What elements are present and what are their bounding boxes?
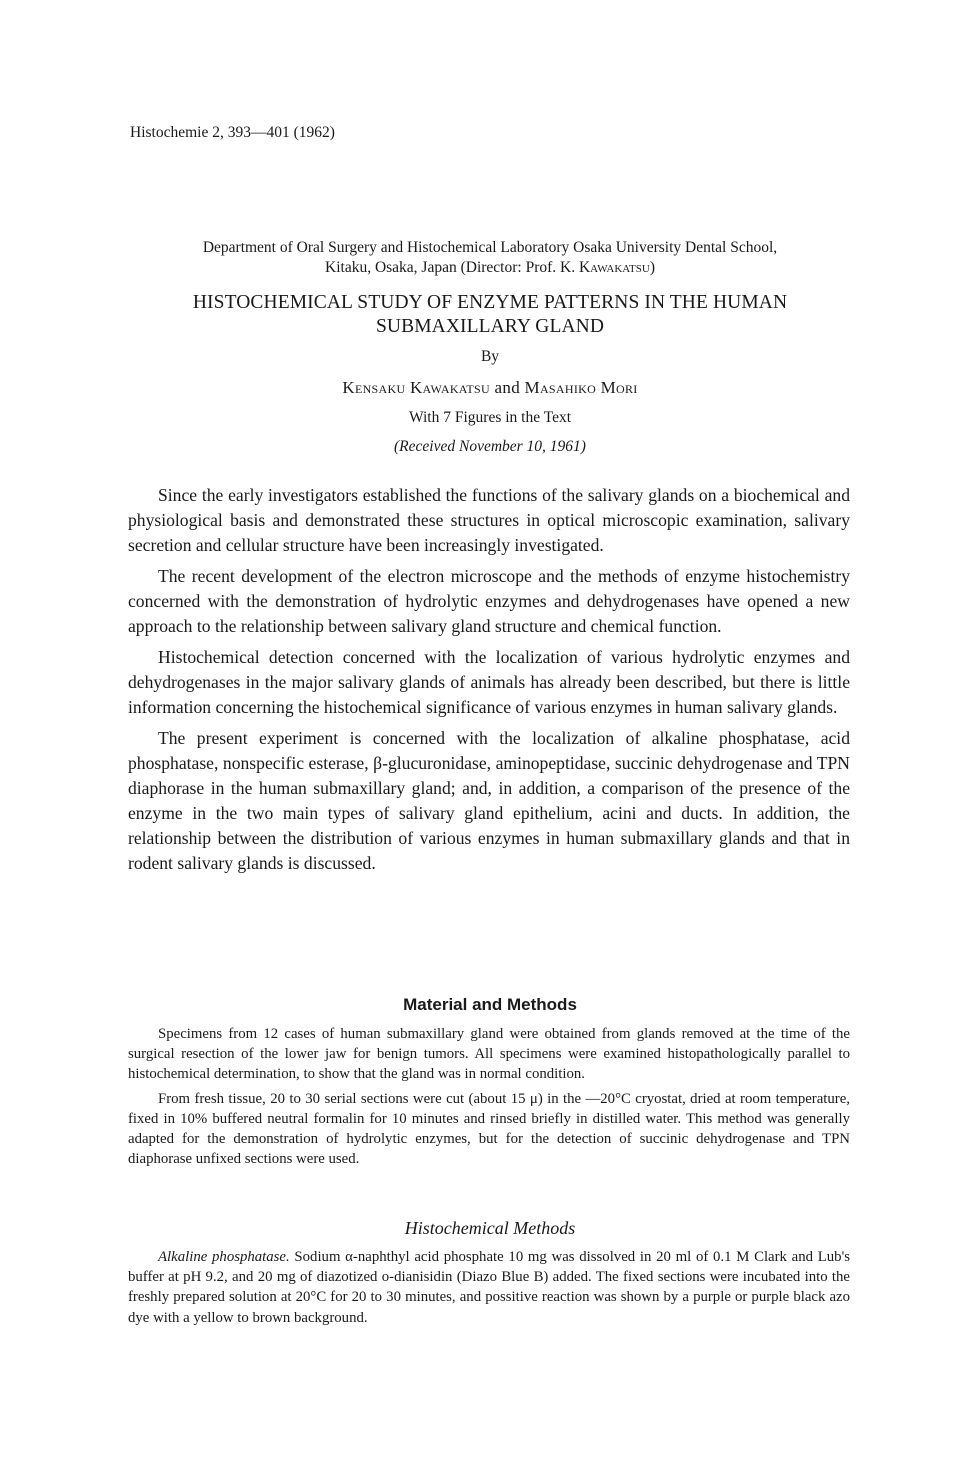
director-name: Kawakatsu [578,259,650,276]
methods-paragraph-2: From fresh tissue, 20 to 30 serial sections were cut (about 15 μ) in the —20°C cryostat, dried at room temperature, fixed in 10% buffered neutral formalin for 10 minutes and rinsed briefly in distilled water. This method was generally adapted for the demonstration of hydrolytic enzymes, but for the detection of succinic dehydrogenase and TPN diaphorase unfixed sections were used. [128,1090,850,1168]
figures-note: With 7 Figures in the Text [408,409,572,426]
affiliation-line-2 [126,258,854,278]
affiliation-close: ) [649,259,655,276]
author-1: Kensaku Kawakatsu [342,378,490,397]
alkaline-phosphatase-paragraph [128,1247,850,1328]
section-heading-histochemical-methods: Histochemical Methods [404,1218,576,1238]
journal-citation: Histochemie 2, 393—401 (1962) [130,124,335,141]
intro-paragraph-2: The recent development of the electron microscope and the methods of enzyme histochemistry concerned with the demonstration of hydrolytic enzymes and dehydrogenases have opened a new approach to the relationship between salivary gland structure and chemical function. [128,566,850,636]
author-conjunction: and [490,378,525,397]
alkaline-phosphatase-label: Alkaline phosphatase. [158,1249,290,1265]
methods-text [128,1024,850,1169]
author-2: Masahiko Mori [524,378,638,397]
by-label: By [480,348,500,365]
section-heading-methods: Material and Methods [403,995,577,1014]
alkaline-phosphatase-text: Sodium α-naphthyl acid phosphate 10 mg was dissolved in 20 ml of 0.1 M Clark and Lub's buffer at pH 9.2, and 20 mg of diazotized o-dianisidin (Diazo Blue B) added. The fixed sections were incubated into the freshly prepared solution at 20°C for 20 to 30 minutes, and possitive reaction was shown by a purple or purple black azo dye with a yellow to brown background. [128,1249,850,1326]
received-date: (Received November 10, 1961) [394,438,586,455]
introduction [128,483,850,882]
affiliation-location: Kitaku, Osaka, Japan (Director: Prof. K. [325,259,579,276]
intro-paragraph-3: Histochemical detection concerned with the localization of various hydrolytic enzymes and dehydrogenases in the major salivary glands of animals has already been described, but there is little information concerning the histochemical significance of various enzymes in human salivary glands. [128,647,850,717]
title-line-1: HISTOCHEMICAL STUDY OF ENZYME PATTERNS IN THE HUMAN [192,292,788,313]
intro-paragraph-1: Since the early investigators established the functions of the salivary glands on a biochemical and physiological basis and demonstrated these structures in optical microscopic examination, salivary secretion and cellular structure have been increasingly investigated. [128,485,850,555]
affiliation-line-1: Department of Oral Surgery and Histochemical Laboratory Osaka University Dental School, [202,239,778,256]
intro-paragraph-4: The present experiment is concerned with the localization of alkaline phosphatase, acid phosphatase, nonspecific esterase, β-glucuronidase, aminopeptidase, succinic dehydrogenase and TPN diaphorase in the human submaxillary gland; and, in addition, a comparison of the presence of the enzyme in the two main types of salivary gland epithelium, acini and ducts. In addition, the relationship between the distribution of various enzymes in human submaxillary glands and that in rodent salivary glands is discussed. [128,728,850,873]
authors [126,378,854,398]
histochemical-text [128,1247,850,1328]
article-title [126,291,854,339]
methods-paragraph-1: Specimens from 12 cases of human submaxillary gland were obtained from glands removed at the time of the surgical resection of the lower jaw for benign tumors. All specimens were examined histopathologically parallel to histochemical determination, to show that the gland was in normal condition. [128,1026,850,1083]
affiliation [126,238,854,278]
title-line-2: SUBMAXILLARY GLAND [375,316,605,337]
